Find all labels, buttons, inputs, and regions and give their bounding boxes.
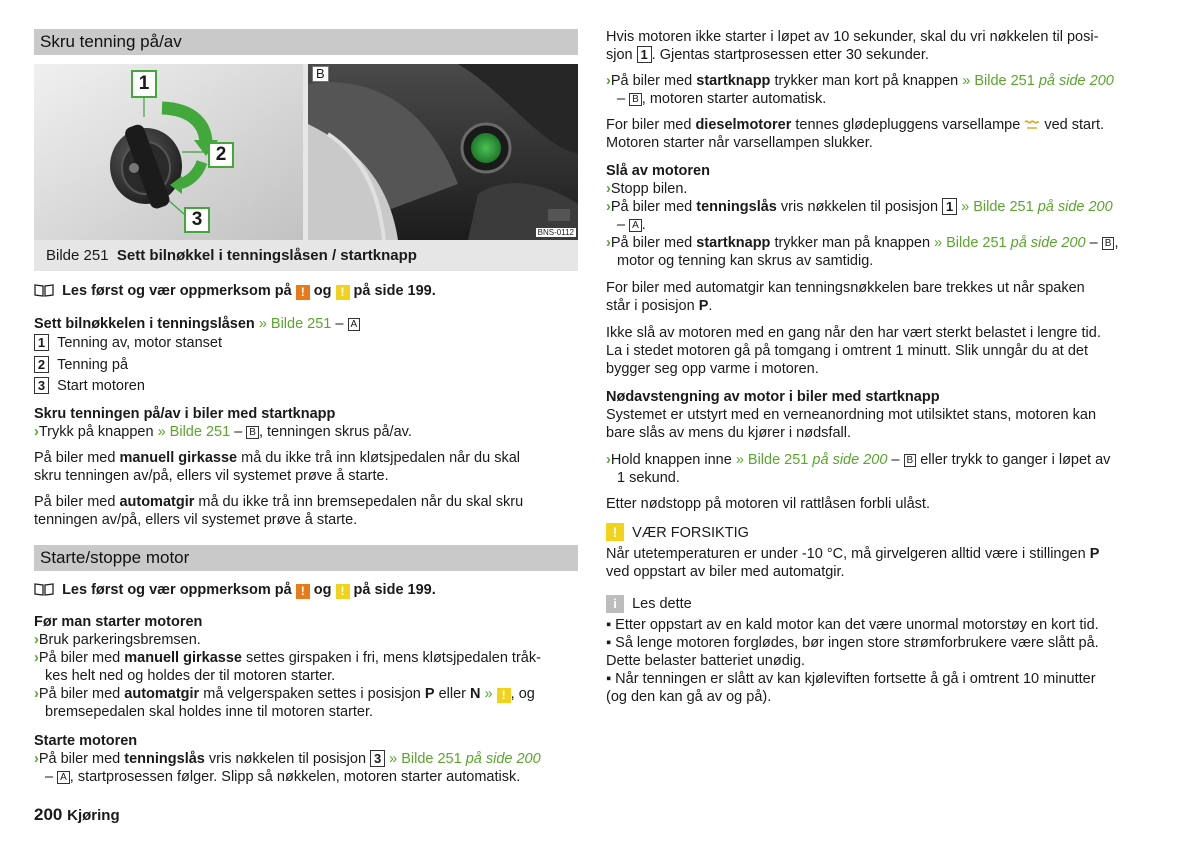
figure-number-2: 2 [208, 142, 234, 168]
figure-link[interactable]: » Bilde 251 [735, 452, 809, 468]
position-text: Tenning av, motor stanset [57, 335, 223, 351]
insert-key-heading [34, 315, 578, 333]
manual-gearbox-paragraph: På biler med manuell girkasse må du ikke trå inn kløtsjpedalen når du skal skru tenningen av/på, ellers vil systemet prøve å starte. [34, 450, 521, 484]
turn-off-block: Slå av motoren ›Stopp bilen. ›På biler med tenningslås vris nøkkelen til posisjon 1 » Bilde 251 på side 200 – A . ›På biler med startknapp trykker man på knappen » Bilde 251 på side 200 – B , motor og tenning kan skrus av samtidig. [606, 163, 1119, 269]
figure-number-1: 1 [131, 70, 157, 98]
section-title-ignition: Skru tenning på/av [34, 29, 578, 55]
caution-icon: ! [336, 584, 350, 599]
warning-icon: ! [296, 285, 310, 300]
insert-key-title: Sett bilnøkkelen i tenningslåsen [34, 316, 255, 332]
after-stop-paragraph: Etter nødstopp på motoren vil rattlåsen forbli ulåst. [606, 496, 930, 512]
note-box: i Les dette ▪ Etter oppstart av en kald motor kan det være unormal motorstøy en kort tid. ▪ Så lenge motoren forglødes, bør ingen store strømforbrukere være slått på. Dette belaster batteriet unødig. ▪ Når tenningen er slått av kan kjøleviften fortsette å gå i omtrent 10 minutter (og den kan gå av og på). [606, 596, 1099, 705]
figure-panel-b [308, 64, 578, 240]
page-footer [34, 805, 120, 826]
before-start-block: Før man starter motoren ›Bruk parkeringsbremsen. ›På biler med manuell girkasse settes girspaken i fri, mens kløtsjpedalen tråk- kes helt ned og holdes der til motoren starter. ›På biler med automatgir må velgerspaken settes i posisjon P eller N » ! , og bremsepedalen skal holdes inne til motoren starter. [34, 614, 541, 720]
list-item [34, 334, 222, 356]
emergency-instruction: ›Hold knappen inne » Bilde 251 på side 200 – B eller trykk to ganger i løpet av 1 sekund. [606, 452, 1111, 486]
box-b: B [246, 426, 259, 439]
figure-link[interactable]: » Bilde 251 [962, 73, 1035, 89]
figure-panel-a [34, 64, 303, 240]
dash: – [335, 316, 344, 332]
position-number: 1 [34, 334, 49, 351]
read-first-page: på side 199. [353, 283, 436, 299]
read-first-text: Les først og vær oppmerksom på [62, 283, 292, 299]
glow-plug-icon [1024, 119, 1040, 129]
caution-icon: ! [606, 523, 624, 541]
warning-icon: ! [296, 584, 310, 599]
engine-load-paragraph: Ikke slå av motoren med en gang når den har vært sterkt belastet i lengre tid. La i stedet motoren gå på tomgang i omtrent 1 minutt. Slik unngår du at det bygger seg opp varme i motoren. [606, 325, 1101, 377]
caution-icon: ! [497, 688, 511, 703]
figure-number-3: 3 [184, 207, 210, 233]
position-text: Tenning på [57, 356, 129, 373]
figure-caption [34, 240, 578, 271]
start-button-photo [308, 64, 578, 240]
auto-key-paragraph: For biler med automatgir kan tenningsnøkkelen bare trekkes ut når spaken står i posisjon P. [606, 280, 1085, 314]
dash: – [234, 424, 243, 440]
start-engine-heading: Starte motoren [34, 733, 138, 749]
diesel-paragraph: For biler med dieselmotorer tennes glødepluggens varsellampe ved start. Motoren starter når varsellampen slukker. [606, 117, 1104, 151]
arrow-bullet: › [34, 424, 39, 440]
section-title-start-stop: Starte/stoppe motor [34, 545, 578, 571]
position-number: 3 [34, 377, 49, 394]
turn-off-heading: Slå av motoren [606, 163, 710, 179]
emergency-block: Nødavstengning av motor i biler med startknapp Systemet er utstyrt med en verneanordning mot utilsiktet stans, motoren kan bare slås av mens du kjører i nødsfall. [606, 389, 1097, 441]
figure-link[interactable]: » Bilde 251 [157, 424, 231, 440]
caution-box: ! VÆR FORSIKTIG Når utetemperaturen er under -10 °C, må girvelgeren alltid være i stillingen P ved oppstart av biler med automatgir. [606, 524, 1100, 580]
figure-code: BNS-0112 [537, 228, 574, 237]
automatic-gearbox-paragraph: På biler med automatgir må du ikke trå inn bremsepedalen når du skal skru tenningen av/på, ellers vil systemet prøve å starte. [34, 494, 524, 528]
start-button-instruction [34, 423, 578, 441]
info-icon: i [606, 595, 624, 613]
note-title: Les dette [632, 596, 692, 612]
read-first-note [34, 282, 578, 300]
start-button-bullet: ›På biler med startknapp trykker man kort på knappen » Bilde 251 på side 200 – B , motoren starter automatisk. [606, 73, 1114, 107]
ignition-lock-illustration [34, 64, 303, 240]
caution-title: VÆR FORSIKTIG [632, 525, 749, 541]
position-text: Start motoren [57, 378, 145, 394]
start-engine-block: Starte motoren ›På biler med tenningslås vris nøkkelen til posisjon 3 » Bilde 251 på side 200 – A , startprosessen følger. Slipp så nøkkelen, motoren starter automatisk. [34, 733, 541, 785]
figure-caption-number: Bilde 251 [46, 247, 109, 264]
figure-251 [34, 64, 578, 240]
before-start-heading: Før man starter motoren [34, 614, 203, 630]
figure-caption-text: Sett bilnøkkel i tenningslåsen / startknapp [116, 247, 417, 264]
chapter-name: Kjøring [67, 807, 120, 824]
figure-link[interactable]: » Bilde 251 [934, 235, 1007, 251]
figure-link[interactable]: » Bilde 251 [258, 316, 332, 332]
caution-icon: ! [336, 285, 350, 300]
book-icon [34, 582, 54, 596]
instruction-text-end: , tenningen skrus på/av. [258, 424, 412, 440]
read-first-note-2: Les først og vær oppmerksom på ! og ! på side 199. [34, 581, 578, 599]
page-number: 200 [34, 805, 63, 824]
start-button-section [34, 405, 578, 423]
panel-b-label: B [312, 66, 329, 82]
instruction-text: Trykk på knappen [38, 424, 154, 440]
box-a: A [348, 318, 361, 331]
figure-link[interactable]: » Bilde 251 [389, 751, 462, 767]
book-icon [34, 283, 54, 297]
retry-paragraph: Hvis motoren ikke starter i løpet av 10 sekunder, skal du vri nøkkelen til posi- sjon 1 . Gjentas startprosessen etter 30 sekunder. [606, 29, 1099, 63]
read-first-and: og [313, 283, 332, 299]
list-item [34, 356, 222, 378]
figure-link[interactable]: » Bilde 251 [961, 199, 1034, 215]
list-item [34, 377, 222, 399]
start-button-heading: Skru tenningen på/av i biler med startknapp [34, 406, 336, 422]
position-number: 2 [34, 356, 49, 373]
emergency-heading: Nødavstengning av motor i biler med startknapp [606, 389, 940, 405]
position-list [34, 334, 222, 399]
